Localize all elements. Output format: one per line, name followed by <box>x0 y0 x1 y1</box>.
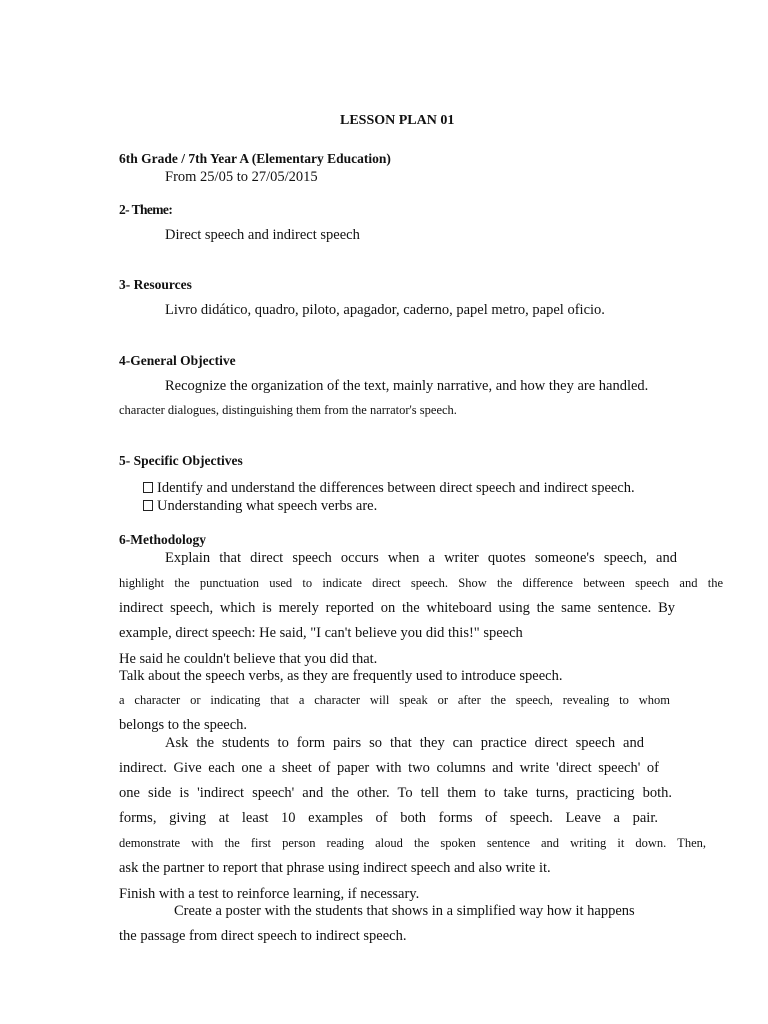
methodology-line: Finish with a test to reinforce learning, if necessary. <box>119 886 420 902</box>
general-objective-line-2: character dialogues, distinguishing them from the narrator's speech. <box>119 403 457 417</box>
methodology-line: He said he couldn't believe that you did that. <box>119 651 378 667</box>
specific-objectives-heading: 5- Specific Objectives <box>119 453 243 468</box>
methodology-line: one side is 'indirect speech' and the other. To tell them to take turns, practicing both. <box>119 785 672 801</box>
methodology-line: highlight the punctuation used to indicate direct speech. Show the difference between speech and the <box>119 576 723 590</box>
resources-text: Livro didático, quadro, piloto, apagador, caderno, papel metro, papel oficio. <box>165 302 605 318</box>
methodology-line: forms, giving at least 10 examples of both forms of speech. Leave a pair. <box>119 810 658 826</box>
general-objective-line-1: Recognize the organization of the text, mainly narrative, and how they are handled. <box>165 378 649 394</box>
resources-heading: 3- Resources <box>119 277 192 292</box>
theme-heading: 2- Theme: <box>119 202 173 217</box>
grade-line: 6th Grade / 7th Year A (Elementary Education) <box>119 151 391 166</box>
bullet-box-icon <box>143 482 153 493</box>
methodology-line: example, direct speech: He said, "I can't believe you did this!" speech <box>119 625 523 641</box>
theme-text: Direct speech and indirect speech <box>165 227 360 243</box>
methodology-line: Ask the students to form pairs so that they can practice direct speech and <box>165 735 644 751</box>
specific-objective-item: Identify and understand the differences between direct speech and indirect speech. <box>143 479 635 497</box>
specific-objective-item: Understanding what speech verbs are. <box>143 497 377 515</box>
methodology-line: ask the partner to report that phrase using indirect speech and also write it. <box>119 860 551 876</box>
methodology-heading: 6-Methodology <box>119 532 206 547</box>
general-objective-heading: 4-General Objective <box>119 353 236 368</box>
methodology-line: Talk about the speech verbs, as they are frequently used to introduce speech. <box>119 668 563 684</box>
bullet-box-icon <box>143 500 153 511</box>
methodology-line: Create a poster with the students that shows in a simplified way how it happens <box>174 903 635 919</box>
methodology-line: the passage from direct speech to indirect speech. <box>119 928 407 944</box>
methodology-line: Explain that direct speech occurs when a writer quotes someone's speech, and <box>165 550 677 566</box>
methodology-line: belongs to the speech. <box>119 717 248 733</box>
methodology-line: indirect speech, which is merely reported on the whiteboard using the same sentence. By <box>119 600 675 616</box>
methodology-line: demonstrate with the first person reading aloud the spoken sentence and writing it down. Then, <box>119 836 706 850</box>
date-range: From 25/05 to 27/05/2015 <box>165 169 318 185</box>
methodology-line: indirect. Give each one a sheet of paper with two columns and write 'direct speech' of <box>119 760 659 776</box>
methodology-line: a character or indicating that a character will speak or after the speech, revealing to whom <box>119 693 670 707</box>
lesson-title: LESSON PLAN 01 <box>340 113 455 128</box>
